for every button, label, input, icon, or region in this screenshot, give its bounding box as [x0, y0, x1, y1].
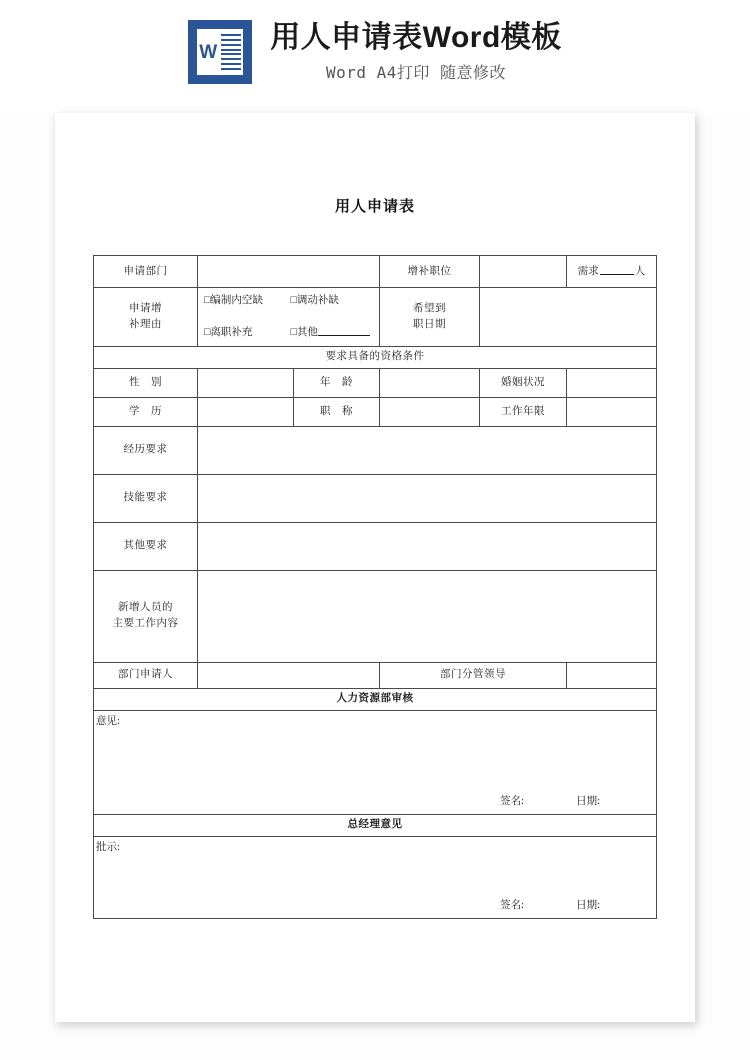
field-apply-dept[interactable] [198, 256, 380, 288]
field-dept-leader[interactable] [567, 662, 657, 688]
table-row-gm-instruction [94, 836, 657, 918]
word-icon-letter: W [199, 41, 218, 63]
word-icon-lines [221, 34, 241, 70]
gm-signature-row [500, 898, 600, 914]
table-row-qualification-header [94, 346, 657, 368]
table-row-gender-age-marital [94, 368, 657, 397]
checkbox-resignation-supplement[interactable]: □离职补充 [204, 326, 253, 338]
document-sheet-wrapper [55, 113, 695, 1022]
word-icon-fold [197, 29, 219, 75]
label-reason [94, 288, 198, 347]
table-row-experience [94, 426, 657, 474]
label-age: 年 龄 [294, 368, 380, 397]
page-title: 用人申请表 [334, 198, 415, 215]
label-dept-applicant: 部门申请人 [94, 662, 198, 688]
field-gm-instruction[interactable] [94, 836, 657, 918]
label-skill: 技能要求 [94, 474, 198, 522]
label-apply-dept: 申请部门 [94, 256, 198, 288]
banner-text-group [270, 18, 562, 86]
label-duty-line1: 新增人员的 [118, 602, 173, 614]
field-duty[interactable] [198, 570, 657, 662]
label-title: 职 称 [294, 397, 380, 426]
field-position[interactable] [480, 256, 567, 288]
checkbox-establishment-vacancy[interactable]: □编制内空缺 [204, 295, 263, 306]
label-work-years: 工作年限 [480, 397, 567, 426]
label-hr-date: 日期: [576, 795, 600, 807]
field-age[interactable] [380, 368, 480, 397]
demand-suffix: 人 [634, 265, 646, 277]
table-row-other-requirement [94, 522, 657, 570]
field-dept-applicant[interactable] [198, 662, 380, 688]
label-experience: 经历要求 [94, 426, 198, 474]
hr-signature-row [500, 794, 600, 810]
checkbox-other[interactable] [291, 325, 378, 341]
label-duty-line2: 主要工作内容 [112, 618, 179, 629]
field-gender[interactable] [198, 368, 294, 397]
field-marital[interactable] [567, 368, 657, 397]
table-row-education-title-years [94, 397, 657, 426]
label-gm-signature: 签名: [500, 899, 525, 911]
field-other-requirement[interactable] [198, 522, 657, 570]
reason-checkbox-group [198, 288, 380, 347]
label-expect-date-line2: 职日期 [413, 318, 446, 330]
field-hr-opinion[interactable] [94, 710, 657, 814]
gm-instruction-cell [94, 837, 656, 918]
header-qualification: 要求具备的资格条件 [94, 346, 657, 368]
checkbox-transfer-replacement[interactable]: □调动补缺 [290, 295, 339, 306]
demand-prefix: 需求 [577, 265, 599, 277]
table-row-hr-header [94, 688, 657, 710]
label-reason-line1: 申请增 [129, 303, 162, 314]
label-marital: 婚姻状况 [480, 368, 567, 397]
word-document-icon [188, 20, 252, 84]
label-expect-date [380, 288, 480, 347]
table-row-reason [94, 288, 657, 347]
label-education: 学 历 [94, 397, 198, 426]
document-sheet [55, 113, 695, 1022]
label-duty [94, 570, 198, 662]
field-demand-count[interactable] [567, 256, 657, 288]
field-title[interactable] [380, 397, 480, 426]
checkbox-other-underline [318, 326, 370, 336]
table-row-applicant-leader [94, 662, 657, 688]
checkbox-other-label: □其他 [290, 326, 318, 338]
hr-opinion-cell [94, 711, 656, 814]
field-expect-date[interactable] [480, 288, 657, 347]
label-gender: 性 别 [94, 368, 198, 397]
table-row-skill [94, 474, 657, 522]
demand-underline [600, 265, 634, 275]
banner-subtitle: Word A4打印 随意修改 [325, 63, 507, 82]
banner-content [188, 18, 562, 86]
field-education[interactable] [198, 397, 294, 426]
table-row-gm-header [94, 814, 657, 836]
label-reason-line2: 补理由 [129, 318, 162, 330]
header-hr-review: 人力资源部审核 [94, 688, 657, 710]
label-position: 增补职位 [380, 256, 480, 288]
banner-title: 用人申请表Word模板 [270, 21, 562, 54]
field-experience[interactable] [198, 426, 657, 474]
label-gm-instruction: 批示: [96, 841, 120, 853]
table-row-duty [94, 570, 657, 662]
table-row-apply-dept [94, 256, 657, 288]
employment-application-table [93, 255, 657, 919]
field-skill[interactable] [198, 474, 657, 522]
header-banner [0, 0, 750, 113]
field-work-years[interactable] [567, 397, 657, 426]
label-hr-signature: 签名: [500, 795, 525, 807]
header-gm-opinion: 总经理意见 [94, 814, 657, 836]
label-expect-date-line1: 希望到 [413, 303, 446, 314]
table-row-hr-opinion [94, 710, 657, 814]
label-other-requirement: 其他要求 [94, 522, 198, 570]
checkbox-grid [198, 288, 379, 346]
label-dept-leader: 部门分管领导 [380, 662, 567, 688]
label-hr-opinion: 意见: [96, 715, 120, 727]
label-gm-date: 日期: [576, 899, 600, 911]
